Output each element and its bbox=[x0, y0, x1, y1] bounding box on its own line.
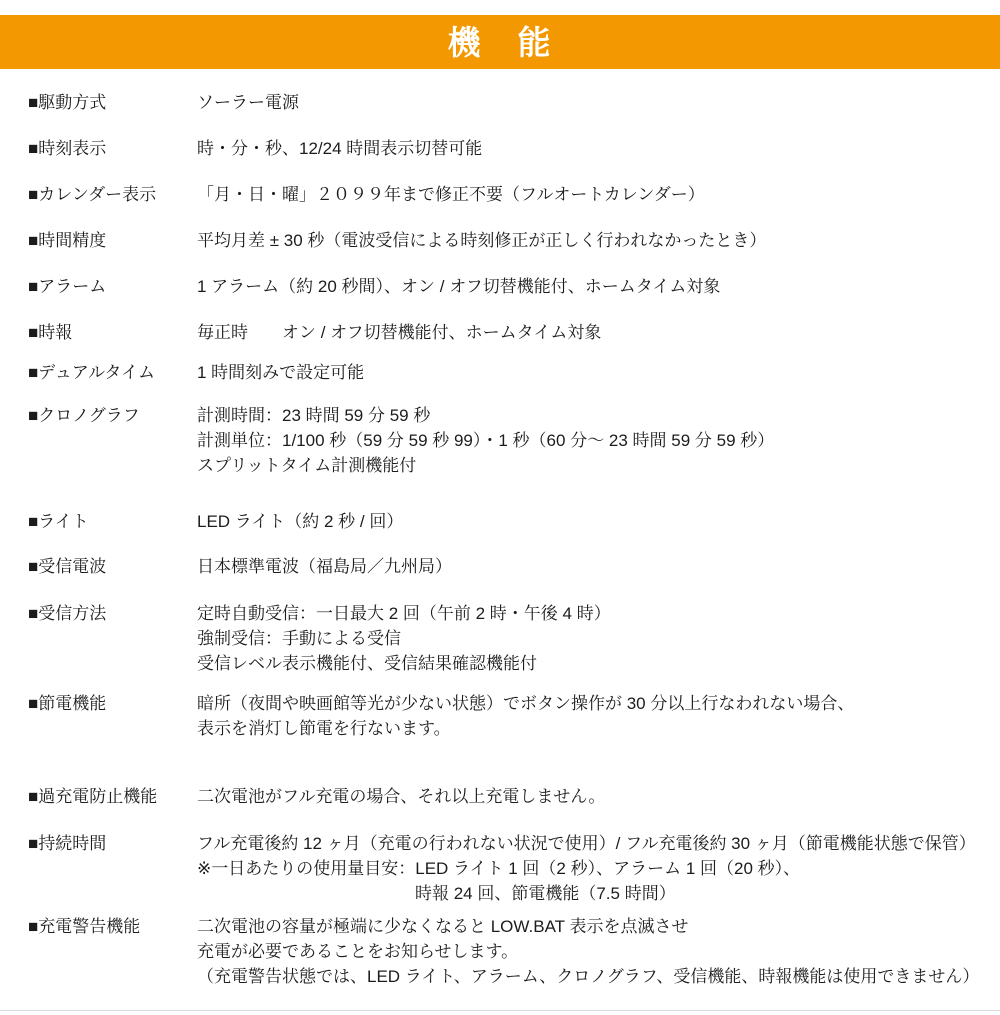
spec-row-radio-wave bbox=[28, 554, 972, 579]
spec-row-time-display bbox=[28, 136, 972, 161]
spec-label: ■時間精度 bbox=[28, 231, 107, 250]
spec-value-line: 定時自動受信：一日最大 2 回（午前 2 時・午後 4 時） bbox=[197, 604, 611, 623]
spec-row-accuracy bbox=[28, 228, 972, 253]
spec-label: ■ライト bbox=[28, 512, 89, 531]
spec-value bbox=[197, 784, 972, 809]
spec-value-line: 表示を消灯し節電を行ないます。 bbox=[197, 719, 451, 738]
spec-value-line: 1 アラーム（約 20 秒間）、オン / オフ切替機能付、ホームタイム対象 bbox=[197, 277, 721, 296]
spec-label: ■デュアルタイム bbox=[28, 363, 156, 382]
spec-value-line: 平均月差 ± 30 秒（電波受信による時刻修正が正しく行われなかったとき） bbox=[197, 231, 767, 250]
spec-row-battery-duration bbox=[28, 831, 976, 906]
spec-value-line: （充電警告状態では、LED ライト、アラーム、クロノグラフ、受信機能、時報機能は使用できません） bbox=[197, 967, 980, 986]
spec-value-line: 計測時間：23 時間 59 分 59 秒 bbox=[197, 406, 431, 425]
section-title: 機 能 bbox=[447, 23, 553, 61]
spec-value bbox=[197, 320, 972, 345]
spec-value-line: 時・分・秒、12/24 時間表示切替可能 bbox=[197, 139, 483, 158]
spec-value bbox=[197, 914, 979, 989]
spec-value bbox=[197, 403, 972, 478]
spec-value bbox=[197, 831, 976, 906]
spec-label: ■受信電波 bbox=[28, 557, 107, 576]
spec-value bbox=[197, 228, 972, 253]
spec-label: ■アラーム bbox=[28, 277, 107, 296]
spec-row-dual-time bbox=[28, 360, 972, 385]
spec-label: ■カレンダー表示 bbox=[28, 185, 157, 204]
spec-value-line: 「月・日・曜」２０９９年まで修正不要（フルオートカレンダー） bbox=[197, 185, 705, 204]
spec-label: ■受信方法 bbox=[28, 604, 107, 623]
spec-row-reception-method bbox=[28, 601, 972, 676]
spec-value-line: フル充電後約 12 ヶ月（充電の行われない状況で使用）/ フル充電後約 30 ヶ月（節電機能状態で保管） bbox=[197, 834, 976, 853]
bottom-divider bbox=[0, 1010, 1000, 1011]
spec-row-power-saving bbox=[28, 691, 972, 741]
spec-row-light bbox=[28, 509, 972, 534]
spec-value-line: 二次電池の容量が極端に少なくなると LOW.BAT 表示を点滅させ bbox=[197, 917, 689, 936]
spec-list bbox=[0, 90, 1000, 989]
spec-row-overcharge-protection bbox=[28, 784, 972, 809]
spec-value bbox=[197, 691, 972, 741]
spec-row-alarm bbox=[28, 274, 972, 299]
spec-label: ■充電警告機能 bbox=[28, 917, 141, 936]
spec-row-drive-system bbox=[28, 90, 972, 115]
spec-value-line: 強制受信：手動による受信 bbox=[197, 629, 401, 648]
spec-value-line: スプリットタイム計測機能付 bbox=[197, 456, 417, 475]
spec-value-line: ソーラー電源 bbox=[197, 93, 299, 112]
spec-value-line: 暗所（夜間や映画館等光が少ない状態）でボタン操作が 30 分以上行なわれない場合、 bbox=[197, 694, 855, 713]
spec-value-line: 二次電池がフル充電の場合、それ以上充電しません。 bbox=[197, 787, 606, 806]
spec-value-line: 計測単位：1/100 秒（59 分 59 秒 99）・1 秒（60 分〜 23 時間 59 分 59 秒） bbox=[197, 431, 775, 450]
spec-label: ■時刻表示 bbox=[28, 139, 107, 158]
spec-value-line: 毎正時 オン / オフ切替機能付、ホームタイム対象 bbox=[197, 323, 602, 342]
spec-value-line: ※一日あたりの使用量目安：LED ライト 1 回（2 秒）、アラーム 1 回（20 秒）、 bbox=[197, 859, 801, 878]
spec-row-charge-warning bbox=[28, 914, 980, 989]
section-header-band bbox=[0, 15, 1000, 69]
spec-label: ■駆動方式 bbox=[28, 93, 107, 112]
spec-label: ■クロノグラフ bbox=[28, 406, 140, 425]
spec-label: ■節電機能 bbox=[28, 694, 107, 713]
spec-value bbox=[197, 360, 972, 385]
spec-value bbox=[197, 136, 972, 161]
spec-value-line: 日本標準電波（福島局／九州局） bbox=[197, 557, 452, 576]
spec-value-line: 充電が必要であることをお知らせします。 bbox=[197, 942, 519, 961]
spec-row-hourly-signal bbox=[28, 320, 972, 345]
spec-label: ■時報 bbox=[28, 323, 73, 342]
spec-value bbox=[197, 509, 972, 534]
spec-value-line: LED ライト（約 2 秒 / 回） bbox=[197, 512, 404, 531]
spec-label: ■過充電防止機能 bbox=[28, 787, 158, 806]
spec-label: ■持続時間 bbox=[28, 834, 107, 853]
spec-row-calendar bbox=[28, 182, 972, 207]
spec-value bbox=[197, 554, 972, 579]
spec-value-line: 受信レベル表示機能付、受信結果確認機能付 bbox=[197, 654, 537, 673]
spec-value bbox=[197, 90, 972, 115]
spec-row-chronograph bbox=[28, 403, 972, 478]
spec-value-line: 1 時間刻みで設定可能 bbox=[197, 363, 365, 382]
spec-value bbox=[197, 274, 972, 299]
spec-value bbox=[197, 601, 972, 676]
spec-value-line: 時報 24 回、節電機能（7.5 時間） bbox=[415, 884, 676, 903]
spec-value bbox=[197, 182, 972, 207]
